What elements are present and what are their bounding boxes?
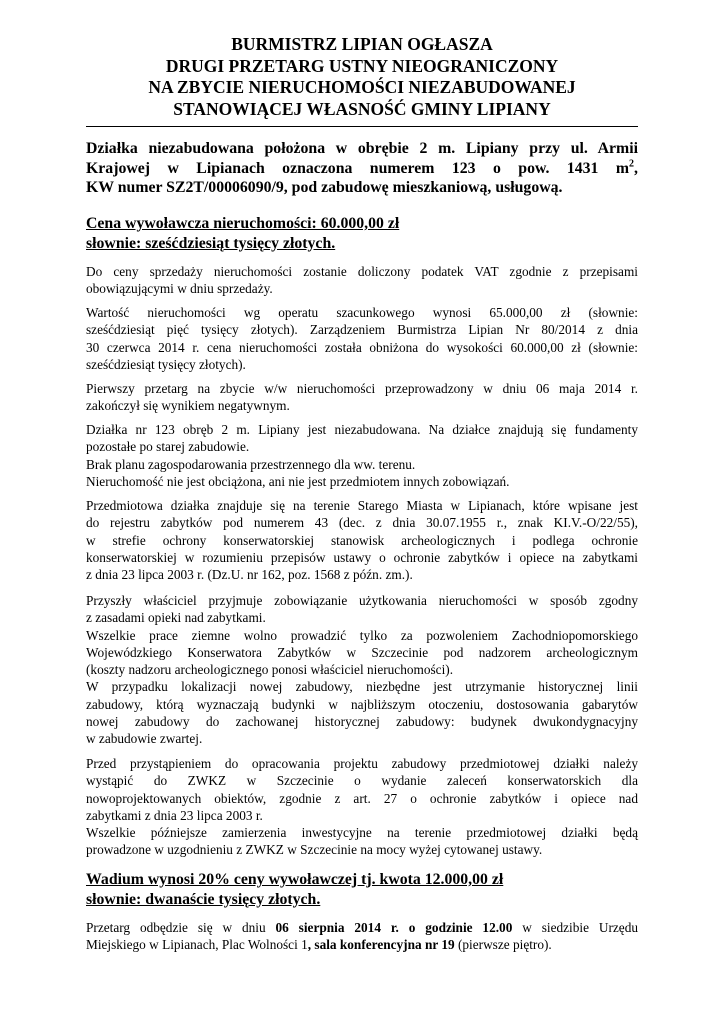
auction-text: w siedzibie Urzędu: [512, 920, 639, 935]
paragraph-line: Do ceny sprzedaży nieruchomości zostanie doliczony podatek VAT zgodnie z przepisami: [86, 264, 638, 279]
area-unit-superscript: 2: [629, 158, 635, 170]
paragraph-line: W przypadku lokalizacji nowej zabudowy, niezbędne jest utrzymanie historycznej linii: [86, 679, 638, 695]
paragraph-line: Przedmiotowa działka znajduje się na terenie Starego Miasta w Lipianach, które wpisane jest: [86, 498, 638, 513]
owner-obligations-paragraph: [86, 592, 638, 748]
paragraph-line: [86, 919, 638, 936]
title-line: STANOWIĄCEJ WŁASNOŚĆ GMINY LIPIANY: [173, 98, 551, 119]
paragraph-line: zakończył się wynikiem negatywnym.: [86, 398, 290, 414]
paragraph-line: wystąpić do ZWKZ w Szczecinie o wydanie zaleceń konserwatorskich dla: [86, 773, 638, 789]
paragraph-line: sześćdziesiąt tysięcy złotych).: [86, 356, 246, 372]
paragraph-line: zabytkami z dnia 23 lipca 2003 r.: [86, 807, 263, 823]
paragraph-line: nowej zabudowy do zachowanej historycznej zabudowy: budynek dwukondygnacyjny: [86, 714, 638, 730]
auction-text: (pierwsze piętro).: [454, 937, 552, 953]
vat-paragraph: [86, 263, 638, 298]
first-auction-paragraph: [86, 380, 638, 415]
starting-price-heading: [86, 214, 638, 253]
paragraph-line: do rejestru zabytków pod numerem 43 (dec. z dnia 30.07.1955 r., znak KI.V.-O/22/55),: [86, 515, 638, 531]
plot-description: [86, 139, 638, 198]
auction-text: Przetarg odbędzie się w dniu: [86, 920, 276, 935]
plot-description-text: Krajowej w Lipianach oznaczona numerem 123 o pow. 1431 m: [86, 159, 630, 177]
paragraph-line: Pierwszy przetarg na zbycie w/w nieruchomości przeprowadzony w dniu 06 maja 2014 r.: [86, 381, 638, 396]
paragraph-line: sześćdziesiąt pięć tysięcy złotych). Zarządzeniem Burmistrza Lipian Nr 80/2014 z dnia: [86, 322, 638, 338]
paragraph-line: Przed przystąpieniem do opracowania projektu zabudowy przedmiotowej działki należy: [86, 756, 638, 771]
paragraph-line: z zasadami opieki nad zabytkami.: [86, 610, 266, 626]
paragraph-line: pozostałe po starej zabudowie.: [86, 439, 250, 455]
auction-details-paragraph: [86, 919, 638, 954]
deposit-heading: [86, 870, 638, 909]
valuation-paragraph: [86, 304, 638, 373]
deposit-words: słownie: dwanaście tysięcy złotych.: [86, 890, 321, 908]
heritage-zone-paragraph: [86, 497, 638, 583]
plot-description-line: [86, 159, 638, 179]
paragraph-line: nowoprojektowanych obiektów, zgodnie z art. 27 o ochronie zabytków i opiece nad: [86, 790, 638, 806]
paragraph-line: obowiązującymi w dniu sprzedaży.: [86, 281, 273, 297]
paragraph-line: Wszelkie późniejsze zamierzenia inwestycyjne na terenie przedmiotowej działki będą: [86, 825, 638, 841]
paragraph-line: w strefie ochrony konserwatorskiej stanowisk archeologicznych i podlega ochronie: [86, 532, 638, 548]
title-line: DRUGI PRZETARG USTNY NIEOGRANICZONY: [165, 55, 559, 76]
plot-description-text: ,: [634, 159, 638, 177]
auction-room: , sala konferencyjna nr 19: [307, 937, 455, 953]
paragraph-line: zabudowy, którą wyznaczają budynki w najbliższym otoczeniu, dostosowania gabarytów: [86, 696, 638, 712]
design-requirements-paragraph: [86, 755, 638, 859]
announcement-title: [86, 34, 638, 120]
paragraph-line: Wszelkie prace ziemne wolno prowadzić tylko za pozwoleniem Zachodniopomorskiego: [86, 627, 638, 643]
paragraph-line: z dnia 23 lipca 2003 r. (Dz.U. nr 162, poz. 1568 z późn. zm.).: [86, 567, 413, 583]
title-line: BURMISTRZ LIPIAN OGŁASZA: [231, 34, 493, 54]
paragraph-line: Brak planu zagospodarowania przestrzennego dla ww. terenu.: [86, 456, 416, 472]
paragraph-line: 30 czerwca 2014 r. cena nieruchomości została obniżona do wysokości 60.000,00 zł (słownie:: [86, 339, 638, 355]
paragraph-line: [86, 936, 638, 953]
paragraph-line: prowadzone w uzgodnieniu z ZWKZ w Szczecinie na mocy wyżej cytowanej ustawy.: [86, 842, 543, 858]
paragraph-line: (koszty nadzoru archeologicznego ponosi właściciel nieruchomości).: [86, 662, 454, 678]
starting-price-words: słownie: sześćdziesiąt tysięcy złotych.: [86, 234, 336, 252]
plot-status-paragraph: [86, 421, 638, 490]
starting-price-line: Cena wywoławcza nieruchomości: 60.000,00 zł: [86, 215, 400, 232]
paragraph-line: Działka nr 123 obręb 2 m. Lipiany jest niezabudowana. Na działce znajdują się fundamenty: [86, 422, 638, 437]
plot-description-line: KW numer SZ2T/00006090/9, pod zabudowę mieszkaniową, usługową.: [86, 179, 563, 196]
auction-date-time: 06 sierpnia 2014 r. o godzinie 12.00: [275, 920, 513, 935]
paragraph-line: w zabudowie zwartej.: [86, 731, 203, 747]
paragraph-line: konserwatorskiej w rozumieniu przepisów ustawy o ochronie zabytków i opiece na zabytkami: [86, 549, 638, 565]
paragraph-line: Przyszły właściciel przyjmuje zobowiązanie użytkowania nieruchomości w sposób zgodny: [86, 593, 638, 608]
paragraph-line: Nieruchomość nie jest obciążona, ani nie jest przedmiotem innych zobowiązań.: [86, 473, 510, 489]
auction-location: Miejskiego w Lipianach, Plac Wolności 1: [86, 937, 308, 953]
title-divider: [86, 126, 638, 127]
paragraph-line: Wartość nieruchomości wg operatu szacunkowego wynosi 65.000,00 zł (słownie:: [86, 305, 638, 320]
plot-description-line: Działka niezabudowana położona w obrębie 2 m. Lipiany przy ul. Armii: [86, 140, 638, 157]
paragraph-line: Wojewódzkiego Konserwatora Zabytków w Szczecinie pod nadzorem archeologicznym: [86, 644, 638, 660]
title-line: NA ZBYCIE NIERUCHOMOŚCI NIEZABUDOWANEJ: [148, 77, 576, 97]
deposit-line: Wadium wynosi 20% ceny wywoławczej tj. kwota 12.000,00 zł: [86, 871, 504, 888]
